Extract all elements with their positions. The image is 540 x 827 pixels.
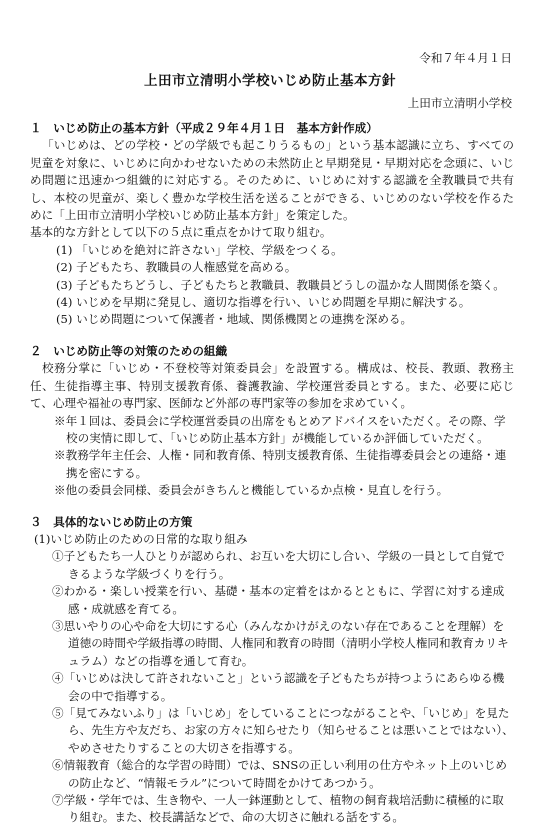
policy-item: (4) いじめを早期に発見し、適切な指導を行い、いじめ問題を早期に解決する。 <box>56 295 471 310</box>
measure-item: ⑥情報教育（総合的な学習の時間）では、SNSの正しい利用の仕方やネット上のいじめの防止など、“情報モラル”について時間をかけてあつかう。 <box>52 758 508 790</box>
document-date: 令和７年４月１日 <box>419 51 512 65</box>
section-2-heading: ２ いじめ防止等の対策のための組織 <box>30 343 228 358</box>
measure-item: ④「いじめは決して許されないこと」という認識を子どもたちが持つようにあらゆる機会の中で指導する。 <box>52 671 505 703</box>
measure-item: ⑦学級・学年では、生き物や、一人一鉢運動として、植物の飼育栽培活動に積極的に取り組む。また、校長講話などで、命の大切さに触れる話をする。 <box>52 793 504 825</box>
document-title: 上田市立清明小学校いじめ防止基本方針 <box>144 73 396 89</box>
measure-item: ⑤「見てみないふり」は「いじめ」をしていることにつながることや、「いじめ」を見たら、先生方や友だち、お家の方々に知らせたり（知らせることは悪いことではない）、やめさせたりすることの大切さを指導する。 <box>52 706 514 755</box>
section-1-heading: １ いじめ防止の基本方針（平成２９年４月１日 基本方針作成） <box>30 121 378 135</box>
section-1-paragraph: 「いじめは、どの学校・どの学級でも起こりうるもの」という基本認識に立ち、すべての児童を対象に、いじめに向かわせないための未然防止と早期発見・早期対応を念頭に、いじめ問題に迅速かつ組織的に対応する。そのために、いじめに対する認識を全教職員で共有し、本校の児童が、楽しく豊かな学校生活を送ることができる、いじめのない学校を作るために「上田市立清明小学校いじめ防止基本方針」を策定した。 <box>30 138 514 223</box>
school-name: 上田市立清明小学校 <box>407 96 512 110</box>
section-1-intro: 基本的な方針として以下の５点に重点をかけて取り組む。 <box>30 225 332 240</box>
section-2-note: ※他の委員会同様、委員会がきちんと機能しているか点検・見直しを行う。 <box>54 483 449 498</box>
section-3-heading: ３ 具体的ないじめ防止の方策 <box>30 514 193 529</box>
measure-item: ②わかる・楽しい授業を行い、基礎・基本の定着をはかるとともに、学習に対する達成感・成就感を育てる。 <box>52 584 505 616</box>
section-2-note: ※年１回は、委員会に学校運営委員の出席をもとめアドバイスをいただく。その際、学校の実情に即して、「いじめ防止基本方針」が機能しているか評価していただく。 <box>54 413 506 445</box>
policy-item: (3) 子どもたちどうし、子どもたちと教職員、教職員どうしの温かな人間関係を築く。 <box>56 277 505 292</box>
section-3-subheading: (1)いじめ防止のための日常的な取り組み <box>34 531 248 546</box>
policy-item: (2) 子どもたち、教職員の人権感覚を高める。 <box>56 260 297 275</box>
section-2-note: ※教務学年主任会、人権・同和教育係、特別支援教育係、生徒指導委員会との連絡・連携を密にする。 <box>54 448 507 480</box>
measure-item: ①子どもたち一人ひとりが認められ、お互いを大切にし合い、学級の一員として自覚できるような学級づくりを行う。 <box>52 549 505 581</box>
document-body <box>30 120 514 827</box>
measure-item: ③思いやりの心や命を大切にする心（みんなかけがえのない存在であることを理解）を道徳の時間や学級指導の時間、人権同和教育の時間（清明小学校人権同和教育カリキュラム）などの指導を通して育む。 <box>52 618 509 668</box>
section-2-paragraph: 校務分掌に「いじめ・不登校等対策委員会」を設置する。構成は、校長、教頭、教務主任、生徒指導主事、特別支援教育係、養護教諭、学校運営委員とする。また、必要に応じて、心理や福祉の専門家、医師など外部の専門家等の参加を求めていく。 <box>30 361 514 411</box>
policy-item: (1) 「いじめを絶対に許さない」学校、学級をつくる。 <box>56 242 343 257</box>
policy-item: (5) いじめ問題について保護者・地域、関係機関との連携を深める。 <box>56 312 413 327</box>
